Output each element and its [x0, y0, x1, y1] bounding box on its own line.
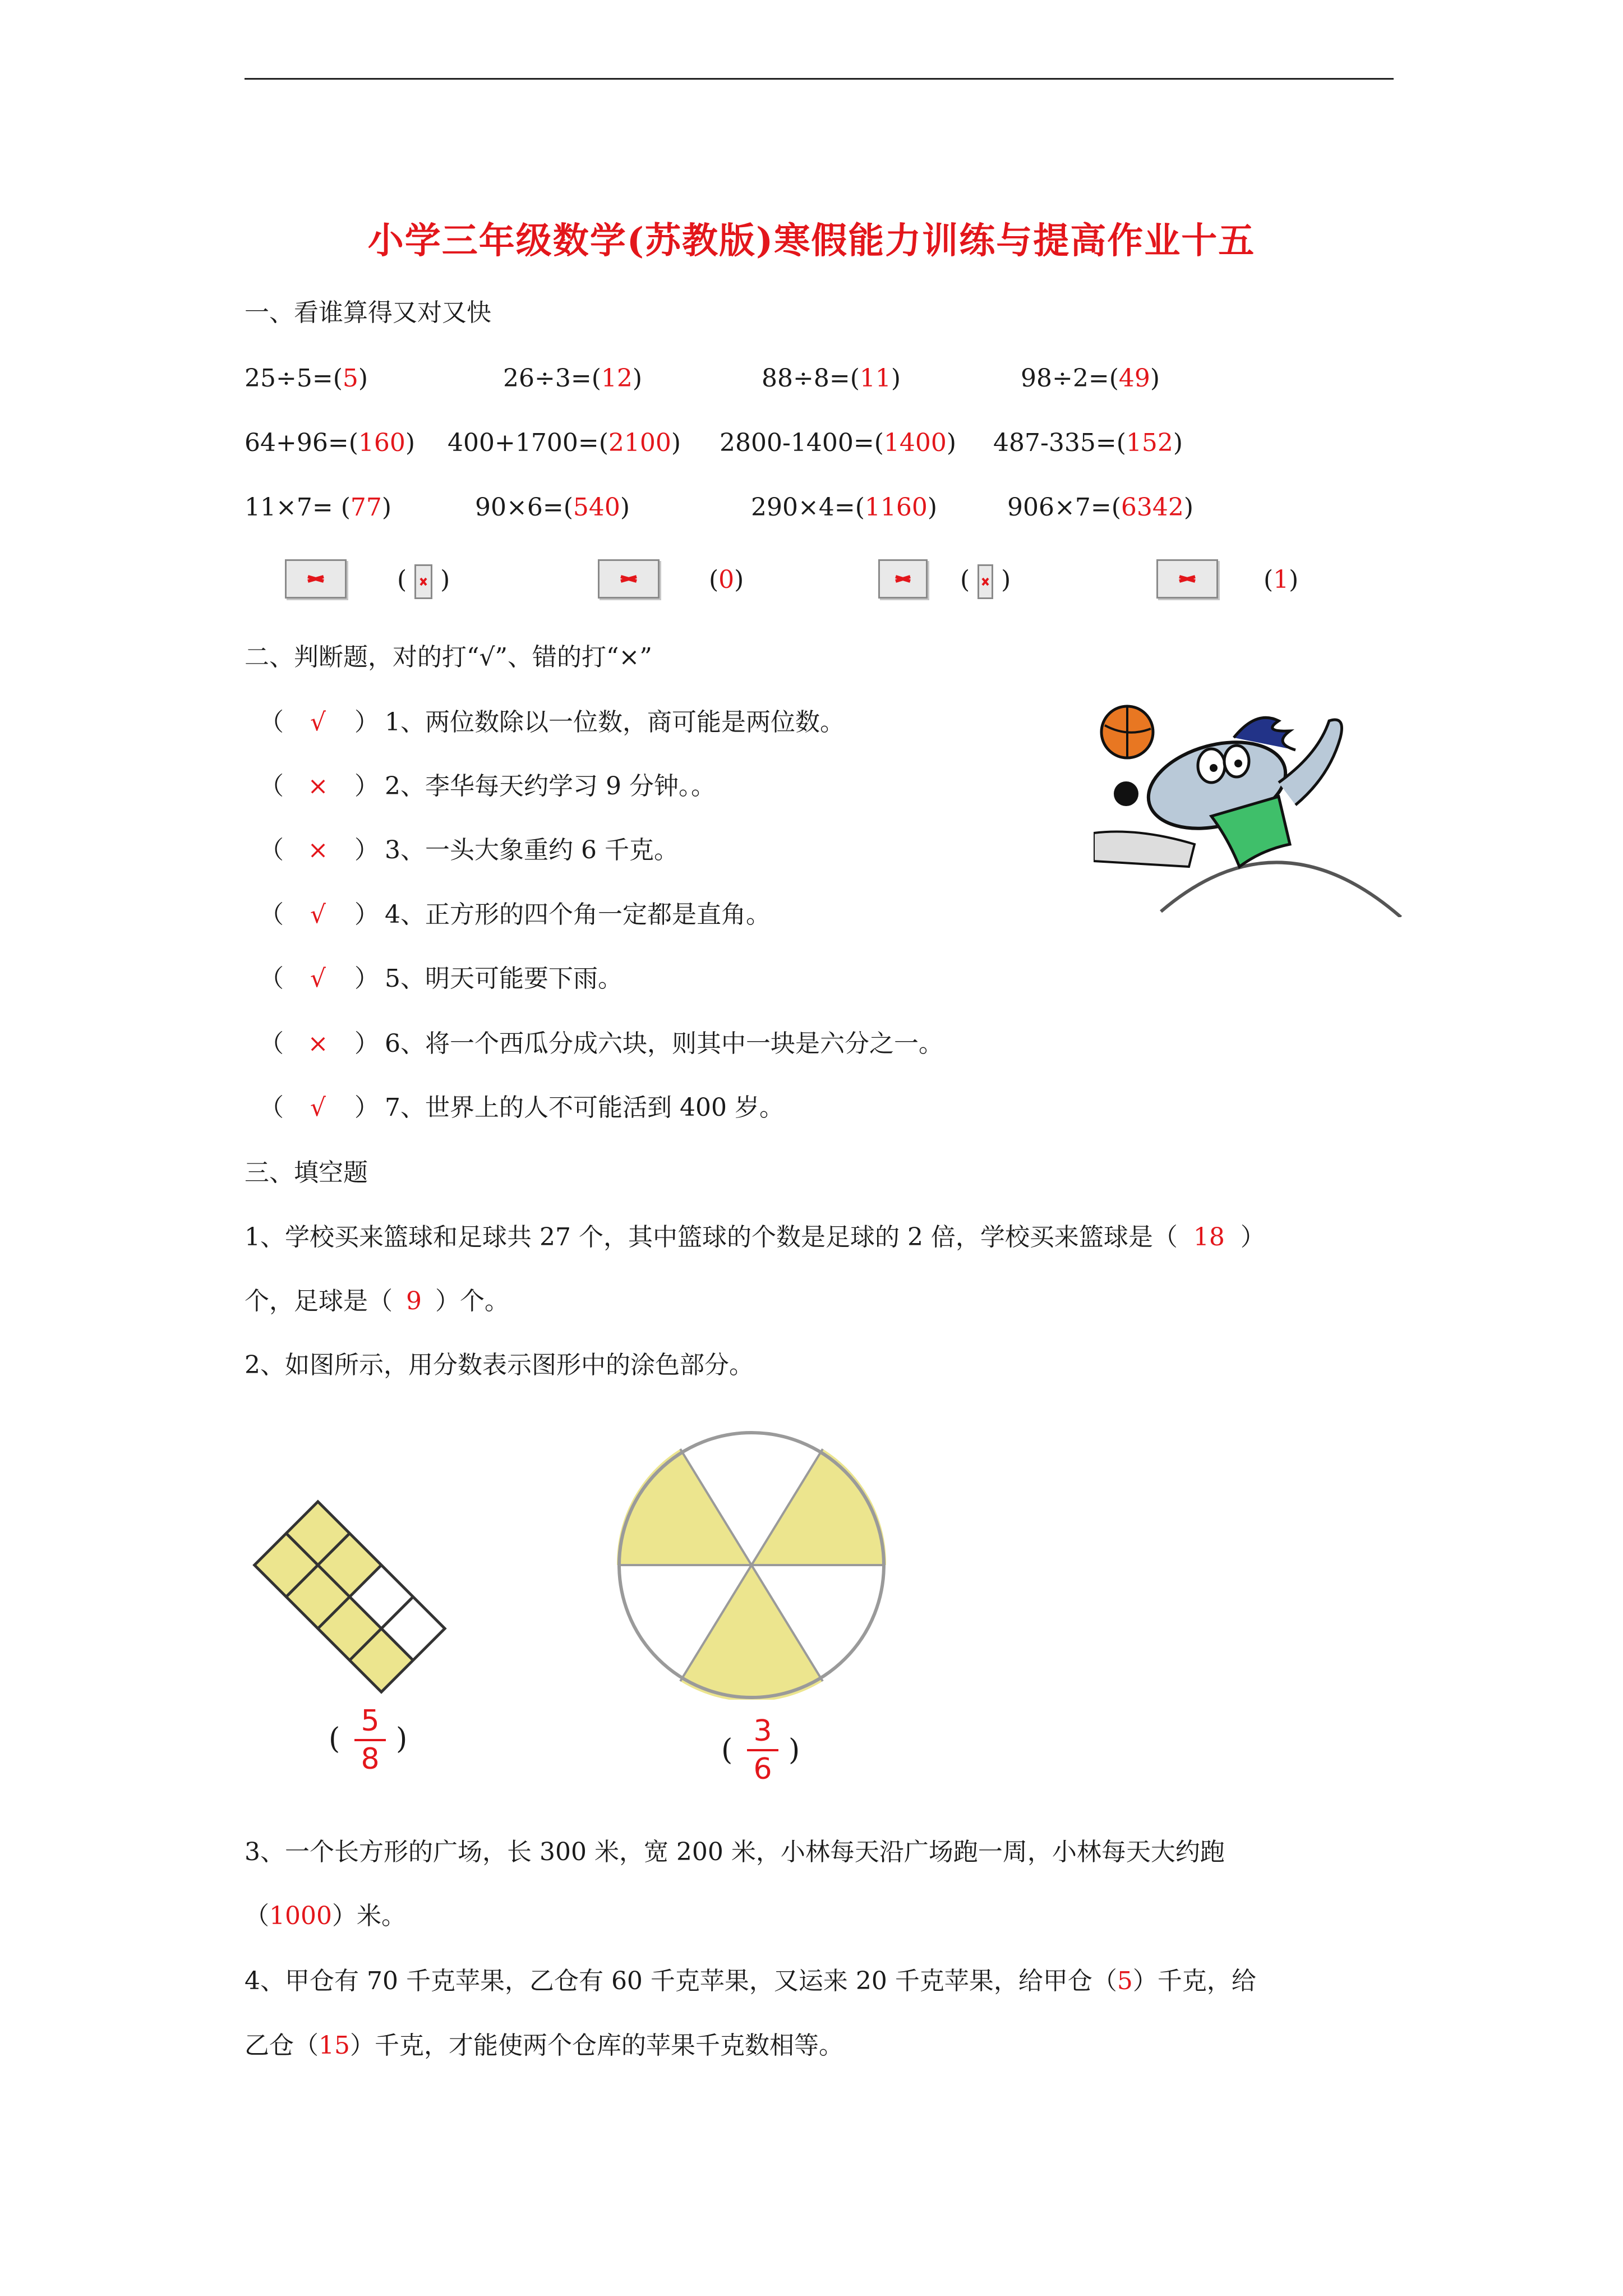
question-1-line-2: 个，足球是（ 9 ）个。	[245, 1287, 509, 1315]
question-1-line-1: 1、学校买来篮球和足球共 27 个，其中篮球的个数是足球的 2 倍，学校买来篮球是（ 18 ）	[245, 1223, 1265, 1251]
calc-item: 487-335=(152)	[993, 429, 1183, 457]
section2-heading: 二、判断题，对的打“√”、错的打“×”	[245, 643, 652, 671]
calc-item: 906×7=(6342)	[1007, 493, 1194, 522]
calc-item: 90×6=(540)	[475, 493, 630, 522]
calc-item: 11×7= (77)	[245, 493, 392, 522]
calc-item: 88÷8=(11)	[762, 364, 901, 393]
judge-text: 6、将一个西瓜分成六块，则其中一块是六分之一。	[385, 1029, 943, 1058]
shaded-circle-figure	[617, 1430, 886, 1700]
answer-paren: (1)	[1264, 565, 1299, 594]
judge-mark: √	[310, 964, 326, 993]
section3-heading: 三、填空题	[245, 1158, 368, 1187]
judge-mark: ×	[307, 1029, 329, 1058]
header-rule	[245, 78, 1394, 80]
calc-item: 26÷3=(12)	[503, 364, 643, 393]
judge-mark: √	[310, 708, 326, 737]
page-title: 小学三年级数学(苏教版)寒假能力训练与提高作业十五	[367, 220, 1256, 262]
section1-heading: 一、看谁算得又对又快	[245, 298, 491, 327]
answer-paren: (0)	[709, 565, 744, 594]
cartoon-mouse-basketball-illustration	[1094, 698, 1408, 917]
broken-image-icon	[1156, 559, 1218, 599]
judge-mark: √	[310, 1093, 326, 1122]
broken-image-icon	[978, 564, 993, 599]
fraction-answer-2: 3 6	[740, 1715, 785, 1785]
calc-item: 98÷2=(49)	[1021, 364, 1160, 393]
calc-item: 64+96=(160)	[245, 429, 416, 457]
calc-item: 2800-1400=(1400)	[720, 429, 957, 457]
calc-item: 25÷5=(5)	[245, 364, 368, 393]
judge-mark: ×	[307, 836, 329, 864]
calc-item: 290×4=(1160)	[751, 493, 938, 522]
question-3-line-1: 3、一个长方形的广场，长 300 米，宽 200 米，小林每天沿广场跑一周，小林每天大约跑	[245, 1838, 1225, 1866]
judge-text: 3、一头大象重约 6 千克。	[385, 836, 679, 864]
judge-text: 4、正方形的四个角一定都是直角。	[385, 900, 771, 929]
broken-image-icon	[598, 559, 660, 599]
broken-image-icon	[414, 564, 432, 599]
judge-text: 2、李华每天约学习 9 分钟。。	[385, 772, 716, 800]
answer-paren: ( )	[397, 563, 450, 599]
broken-image-icon	[285, 559, 347, 599]
judge-mark: √	[310, 900, 326, 929]
fraction-answer-1: 5 8	[348, 1705, 393, 1775]
judge-text: 5、明天可能要下雨。	[385, 964, 623, 993]
judge-text: 7、世界上的人不可能活到 400 岁。	[385, 1093, 784, 1122]
question-2-text: 2、如图所示，用分数表示图形中的涂色部分。	[245, 1351, 754, 1379]
shaded-rhombus-figure	[252, 1436, 510, 1694]
judge-text: 1、两位数除以一位数，商可能是两位数。	[385, 708, 845, 737]
question-4-line-1: 4、甲仓有 70 千克苹果，乙仓有 60 千克苹果，又运来 20 千克苹果，给甲仓（5）千克，给	[245, 1967, 1256, 1995]
broken-image-icon	[878, 559, 928, 599]
question-4-line-2: 乙仓（15）千克，才能使两个仓库的苹果千克数相等。	[245, 2031, 843, 2060]
answer-paren: ( )	[960, 563, 1011, 599]
calc-item: 400+1700=(2100)	[448, 429, 681, 457]
judge-mark: ×	[307, 772, 329, 800]
question-3-line-2: （1000）米。	[245, 1902, 406, 1930]
